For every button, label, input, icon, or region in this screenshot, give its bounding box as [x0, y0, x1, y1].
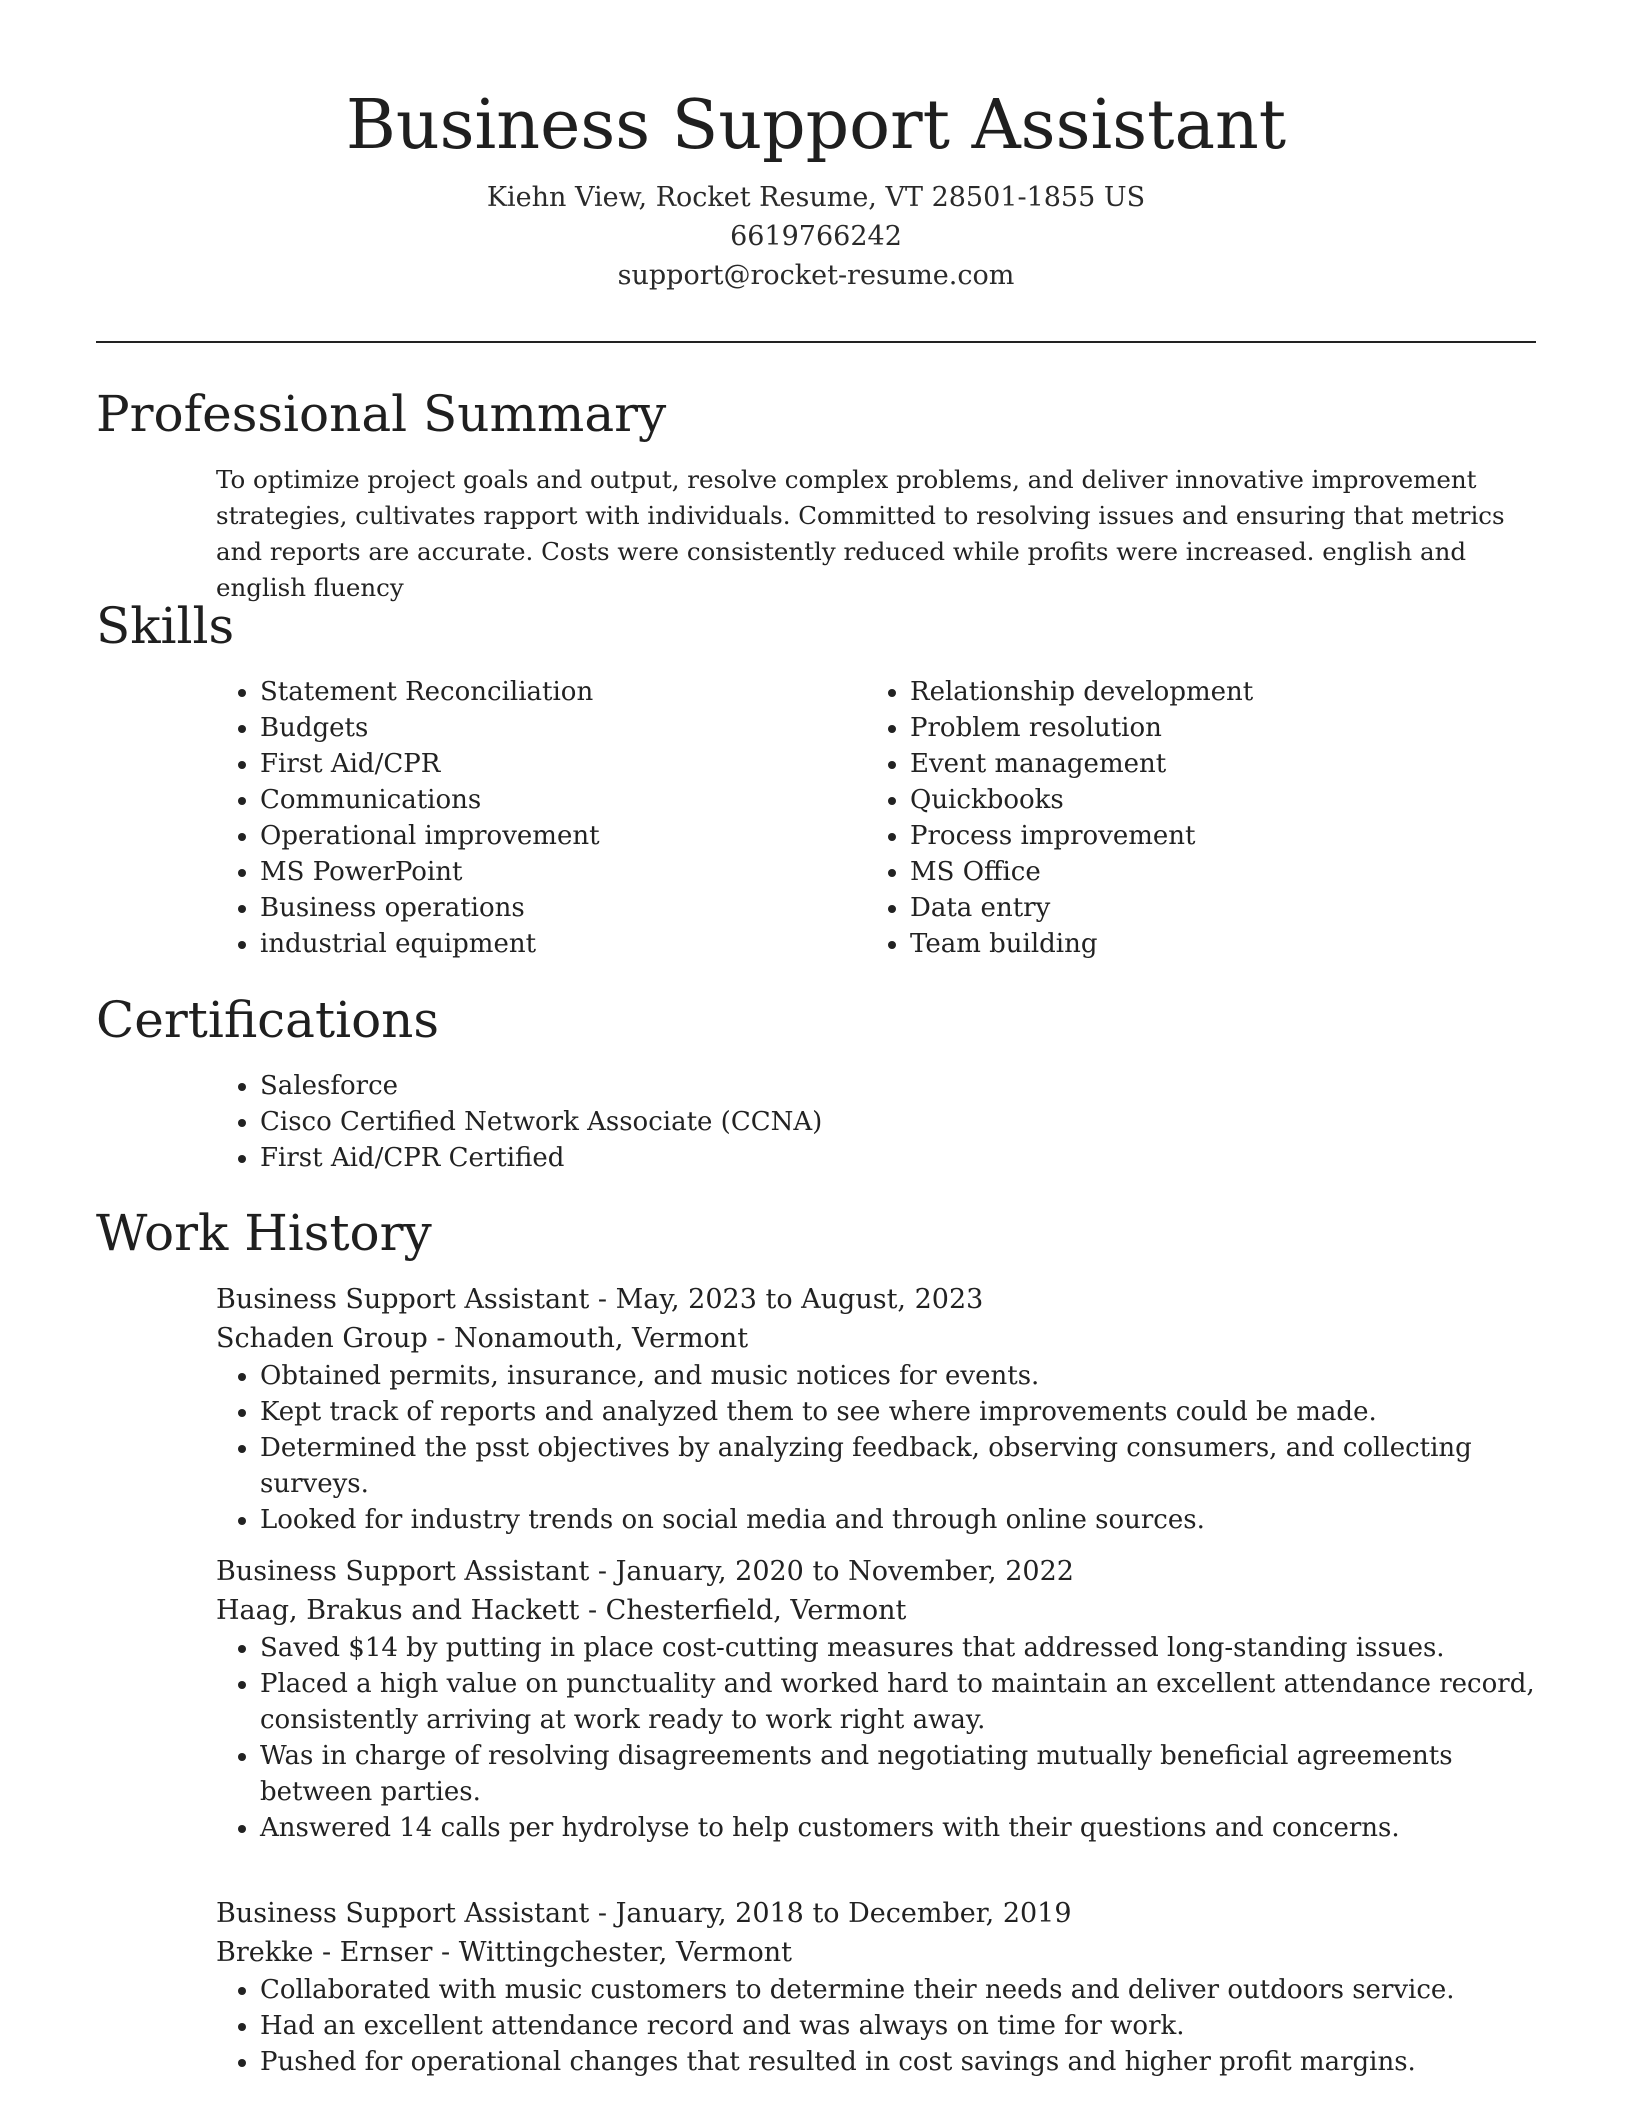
section-title-certifications: Certifications [96, 991, 440, 1049]
candidate-name: Business Support Assistant [345, 86, 1287, 165]
list-item: • Communications [260, 782, 836, 818]
job-bullets [216, 1630, 1536, 1846]
list-item: • Budgets [260, 710, 836, 746]
list-item: • Placed a high value on punctuality and worked hard to maintain an excellent attendance record, consistently arriving at work ready to work right away. [260, 1666, 1536, 1738]
list-item: • Problem resolution [910, 710, 1526, 746]
list-item: • Statement Reconciliation [260, 674, 836, 710]
list-item: • Data entry [910, 890, 1526, 926]
list-item: • Saved $14 by putting in place cost-cutting measures that addressed long-standing issues. [260, 1630, 1536, 1666]
job-entry [216, 1552, 1536, 1846]
list-item: • Pushed for operational changes that resulted in cost savings and higher profit margins. [260, 2044, 1536, 2080]
list-item: • MS PowerPoint [260, 854, 836, 890]
contact-phone: 6619766242 [730, 221, 902, 252]
list-item: • Determined the psst objectives by analyzing feedback, observing consumers, and collecting surveys. [260, 1430, 1536, 1502]
job-bullets [216, 1972, 1536, 2080]
list-item: • Salesforce [260, 1068, 1536, 1104]
job-entry [216, 1280, 1536, 1538]
section-title-summary: Professional Summary [96, 385, 667, 443]
list-item: • Operational improvement [260, 818, 836, 854]
list-item: • Team building [910, 926, 1526, 962]
list-item: • Had an excellent attendance record and was always on time for work. [260, 2008, 1536, 2044]
skills-column-right [866, 674, 1526, 962]
job-company-location: Haag, Brakus and Hackett - Chesterfield, Vermont [216, 1595, 907, 1626]
job-bullets [216, 1358, 1536, 1538]
list-item: • Relationship development [910, 674, 1526, 710]
list-item: • First Aid/CPR Certified [260, 1140, 1536, 1176]
section-title-work-history: Work History [96, 1204, 432, 1262]
list-item: • industrial equipment [260, 926, 836, 962]
list-item: • MS Office [910, 854, 1526, 890]
list-item: • Obtained permits, insurance, and music notices for events. [260, 1358, 1536, 1394]
section-title-skills: Skills [96, 597, 235, 655]
job-company-location: Brekke - Ernser - Wittingchester, Vermont [216, 1937, 792, 1968]
list-item: • Looked for industry trends on social media and through online sources. [260, 1502, 1536, 1538]
list-item: • Event management [910, 746, 1526, 782]
header-divider [96, 341, 1536, 343]
resume-header [0, 82, 1632, 295]
contact-email: support@rocket-resume.com [617, 260, 1015, 291]
list-item: • Process improvement [910, 818, 1526, 854]
list-item: • Business operations [260, 890, 836, 926]
skills-column-left [216, 674, 836, 962]
list-item: • First Aid/CPR [260, 746, 836, 782]
contact-address: Kiehn View, Rocket Resume, VT 28501-1855 US [486, 182, 1146, 213]
list-item: • Collaborated with music customers to determine their needs and deliver outdoors service. [260, 1972, 1536, 2008]
list-item: • Was in charge of resolving disagreements and negotiating mutually beneficial agreements between parties. [260, 1738, 1536, 1810]
summary-text: To optimize project goals and output, resolve complex problems, and deliver innovative improvement strategies, cultivates rapport with individuals. Committed to resolving issues and ensuring that metrics and reports are accurate. Costs were consistently reduced while profits were increased. english and english fluency [216, 465, 1505, 602]
job-role-dates: Business Support Assistant - January, 2020 to November, 2022 [216, 1556, 1074, 1587]
certifications-list [216, 1068, 1536, 1176]
list-item: • Answered 14 calls per hydrolyse to help customers with their questions and concerns. [260, 1810, 1536, 1846]
job-entry [216, 1894, 1536, 2080]
list-item: • Quickbooks [910, 782, 1526, 818]
job-company-location: Schaden Group - Nonamouth, Vermont [216, 1323, 749, 1354]
list-item: • Cisco Certified Network Associate (CCNA) [260, 1104, 1536, 1140]
list-item: • Kept track of reports and analyzed them to see where improvements could be made. [260, 1394, 1536, 1430]
job-role-dates: Business Support Assistant - May, 2023 to August, 2023 [216, 1284, 984, 1315]
job-role-dates: Business Support Assistant - January, 2018 to December, 2019 [216, 1898, 1072, 1929]
